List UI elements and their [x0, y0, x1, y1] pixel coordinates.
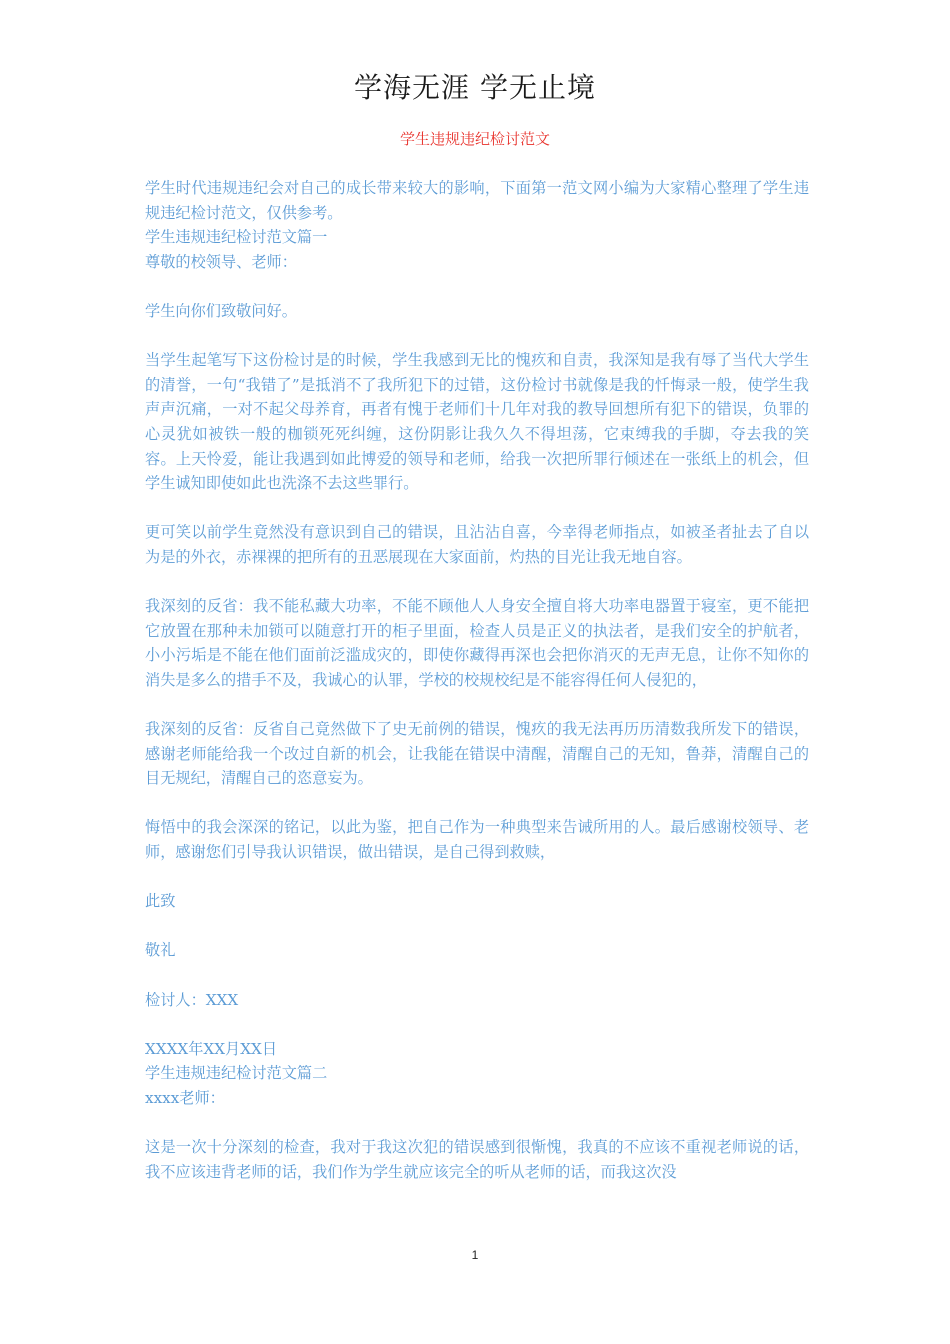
section-heading: 学生违规违纪检讨范文篇二	[145, 1064, 328, 1083]
header-title: 学海无涯 学无止境	[354, 71, 596, 104]
blank-line	[145, 496, 809, 521]
closing-line: 敬礼	[145, 941, 176, 960]
paragraph: 悔悟中的我会深深的铭记，以此为鉴，把自己作为一种典型来告诫所用的人。最后感谢校领导、老师，感谢您们引导我认识错误，做出错误，是自己得到救赎，	[145, 818, 809, 862]
blank-line	[145, 1111, 809, 1136]
blank-line	[145, 914, 809, 939]
blank-line	[145, 324, 809, 349]
document-title: 学生违规违纪检讨范文	[399, 130, 550, 148]
paragraph: 我深刻的反省：反省自己竟然做下了史无前例的错误，愧疚的我无法再历历清数我所发下的错误，感谢老师能给我一个改过自新的机会，让我能在错误中清醒，清醒自己的无知，鲁莽，清醒自己的目无规纪，清醒自己的恣意妄为。	[145, 720, 809, 788]
document-body	[145, 176, 809, 1184]
paragraph: 这是一次十分深刻的检查，我对于我这次犯的错误感到很惭愧，我真的不应该不重视老师说的话，我不应该违背老师的话，我们作为学生就应该完全的听从老师的话，而我这次没	[145, 1138, 809, 1181]
blank-line	[145, 274, 809, 299]
paragraph: 更可笑以前学生竟然没有意识到自己的错误，且沾沾自喜，今幸得老师指点，如被圣者扯去了自以为是的外衣，赤裸裸的把所有的丑恶展现在大家面前，灼热的目光让我无地自容。	[145, 523, 809, 566]
paragraph: 我深刻的反省：我不能私藏大功率，不能不顾他人人身安全擅自将大功率电器置于寝室，更不能把它放置在那种未加锁可以随意打开的柜子里面，检查人员是正义的执法者，是我们安全的护航者，小小污垢是不能在他们面前泛滥成灾的，即使你藏得再深也会把你消灭的无声无息，让你不知你的消失是多么的措手不及，我诚心的认罪，学校的校规校纪是不能容得任何人侵犯的，	[145, 597, 809, 689]
section-heading: 学生违规违纪检讨范文篇一	[145, 228, 328, 247]
blank-line	[145, 1012, 809, 1037]
blank-line	[145, 791, 809, 816]
blank-line	[145, 692, 809, 717]
salutation: xxxx老师：	[145, 1088, 225, 1107]
paragraph: 当学生起笔写下这份检讨是的时候，学生我感到无比的愧疚和自责，我深知是我有辱了当代大学生的清誉，一句“我错了”是抵消不了我所犯下的过错，这份检讨书就像是我的忏悔录一般，使学生我声声沉痛，一对不起父母养育，再者有愧于老师们十几年对我的教导回想所有犯下的错误，负罪的心灵犹如被铁一般的枷锁死死纠缠，这份阴影让我久久不得坦荡，它束缚我的手脚，夺去我的笑容。上天怜爱，能让我遇到如此博爱的领导和老师，给我一次把所罪行倾述在一张纸上的机会，但学生诚知即使如此也洗涤不去这些罪行。	[145, 351, 809, 493]
blank-line	[145, 865, 809, 890]
paragraph: 学生向你们致敬问好。	[145, 301, 297, 320]
salutation: 尊敬的校领导、老师：	[145, 252, 297, 271]
blank-line	[145, 963, 809, 988]
date-line: XXXX年XX月XX日	[145, 1039, 278, 1058]
blank-line	[145, 570, 809, 595]
paragraph: 学生时代违规违纪会对自己的成长带来较大的影响，下面第一范文网小编为大家精心整理了学生违规违纪检讨范文，仅供参考。	[145, 179, 809, 222]
closing-line: 此致	[145, 892, 176, 911]
page-number: 1	[471, 1248, 479, 1262]
signature-line: 检讨人：XXX	[145, 990, 239, 1009]
